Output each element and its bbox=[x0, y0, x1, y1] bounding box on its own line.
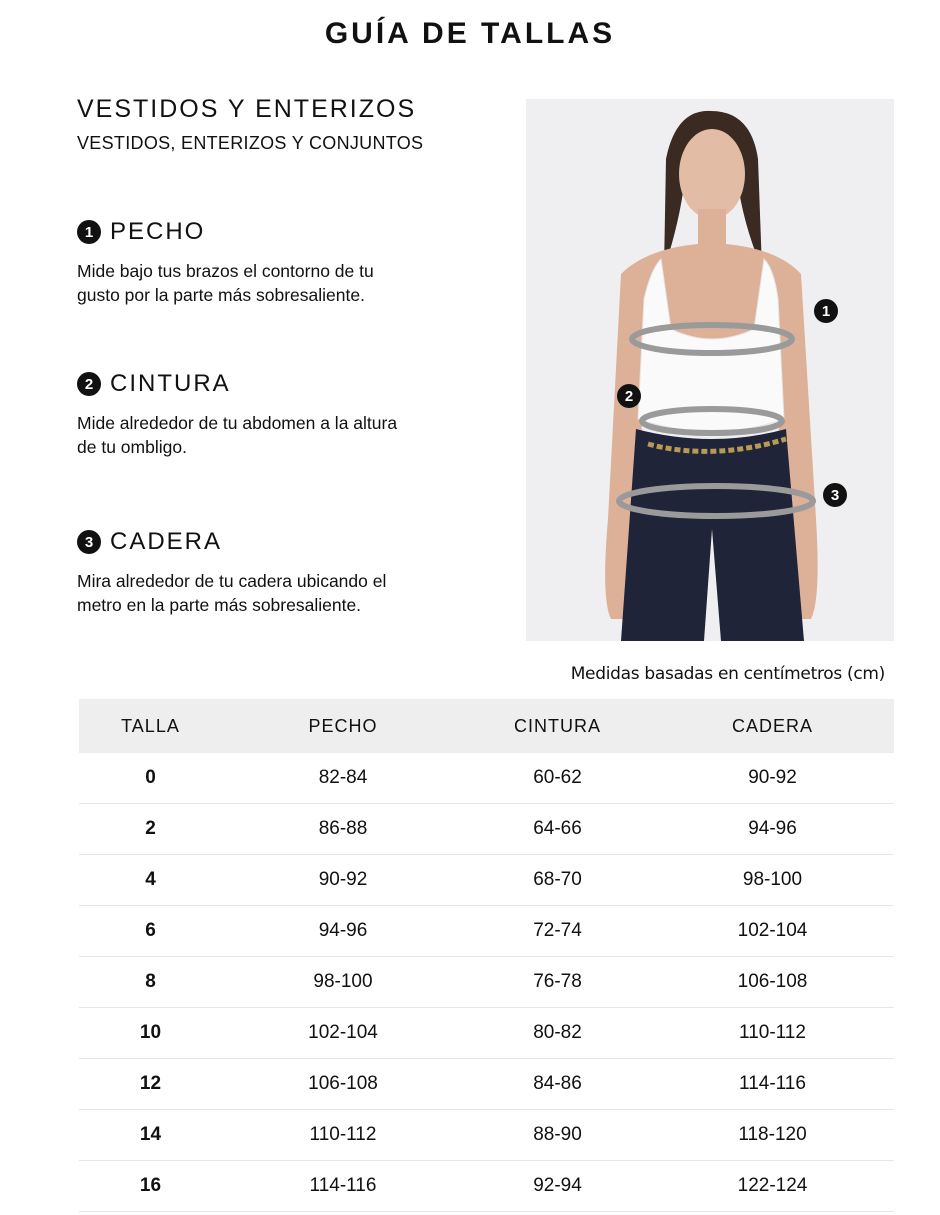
cell-talla: 12 bbox=[79, 1059, 222, 1110]
header-cintura: CINTURA bbox=[464, 699, 651, 753]
cell-talla: 14 bbox=[79, 1110, 222, 1161]
cell-cintura: 84-86 bbox=[464, 1059, 651, 1110]
cell-cintura: 60-62 bbox=[464, 753, 651, 804]
size-table bbox=[79, 699, 894, 1212]
table-row bbox=[79, 1059, 894, 1110]
cell-cadera: 114-116 bbox=[651, 1059, 894, 1110]
section-title: VESTIDOS Y ENTERIZOS bbox=[77, 95, 417, 123]
cell-pecho: 114-116 bbox=[222, 1161, 464, 1212]
cell-cadera: 98-100 bbox=[651, 855, 894, 906]
cell-talla: 2 bbox=[79, 804, 222, 855]
cell-talla: 16 bbox=[79, 1161, 222, 1212]
marker-1-icon: 1 bbox=[814, 299, 838, 323]
model-photo bbox=[526, 99, 894, 641]
cell-talla: 0 bbox=[79, 753, 222, 804]
cell-cadera: 90-92 bbox=[651, 753, 894, 804]
cell-cintura: 68-70 bbox=[464, 855, 651, 906]
header-cadera: CADERA bbox=[651, 699, 894, 753]
cell-pecho: 106-108 bbox=[222, 1059, 464, 1110]
model-illustration bbox=[526, 99, 894, 641]
cell-cadera: 110-112 bbox=[651, 1008, 894, 1059]
measure-label: CADERA bbox=[110, 528, 223, 555]
cell-cintura: 92-94 bbox=[464, 1161, 651, 1212]
number-badge: 1 bbox=[77, 220, 101, 244]
marker-3-icon: 3 bbox=[823, 483, 847, 507]
cell-cadera: 106-108 bbox=[651, 957, 894, 1008]
measure-pecho bbox=[77, 217, 407, 307]
header-talla: TALLA bbox=[79, 699, 222, 753]
table-row bbox=[79, 753, 894, 804]
table-row bbox=[79, 855, 894, 906]
page-title: GUÍA DE TALLAS bbox=[324, 17, 616, 50]
section-subtitle: VESTIDOS, ENTERIZOS Y CONJUNTOS bbox=[77, 133, 424, 153]
marker-2-icon: 2 bbox=[617, 384, 641, 408]
cell-pecho: 82-84 bbox=[222, 753, 464, 804]
cell-pecho: 90-92 bbox=[222, 855, 464, 906]
table-header-row bbox=[79, 699, 894, 753]
cell-talla: 8 bbox=[79, 957, 222, 1008]
cell-pecho: 110-112 bbox=[222, 1110, 464, 1161]
table-row bbox=[79, 906, 894, 957]
cell-pecho: 102-104 bbox=[222, 1008, 464, 1059]
cell-pecho: 86-88 bbox=[222, 804, 464, 855]
cell-cintura: 88-90 bbox=[464, 1110, 651, 1161]
measure-cintura bbox=[77, 369, 407, 459]
cell-cadera: 118-120 bbox=[651, 1110, 894, 1161]
cell-talla: 10 bbox=[79, 1008, 222, 1059]
table-row bbox=[79, 1161, 894, 1212]
cell-cintura: 72-74 bbox=[464, 906, 651, 957]
measure-description: Mira alrededor de tu cadera ubicando el metro en la parte más sobresaliente. bbox=[77, 571, 387, 615]
cell-cintura: 80-82 bbox=[464, 1008, 651, 1059]
number-badge: 3 bbox=[77, 530, 101, 554]
cell-cadera: 122-124 bbox=[651, 1161, 894, 1212]
cell-pecho: 98-100 bbox=[222, 957, 464, 1008]
table-row bbox=[79, 804, 894, 855]
table-row bbox=[79, 1110, 894, 1161]
table-row bbox=[79, 957, 894, 1008]
measure-label: CINTURA bbox=[110, 370, 231, 397]
units-note: Medidas basadas en centímetros (cm) bbox=[570, 664, 885, 684]
cell-pecho: 94-96 bbox=[222, 906, 464, 957]
measure-description: Mide alrededor de tu abdomen a la altura de tu ombligo. bbox=[77, 413, 398, 457]
table-row bbox=[79, 1008, 894, 1059]
cell-cadera: 102-104 bbox=[651, 906, 894, 957]
header-pecho: PECHO bbox=[222, 699, 464, 753]
measure-label: PECHO bbox=[110, 218, 206, 245]
measure-description: Mide bajo tus brazos el contorno de tu gusto por la parte más sobresaliente. bbox=[77, 261, 374, 305]
cell-cadera: 94-96 bbox=[651, 804, 894, 855]
number-badge: 2 bbox=[77, 372, 101, 396]
cell-talla: 4 bbox=[79, 855, 222, 906]
cell-cintura: 76-78 bbox=[464, 957, 651, 1008]
cell-talla: 6 bbox=[79, 906, 222, 957]
cell-cintura: 64-66 bbox=[464, 804, 651, 855]
measure-cadera bbox=[77, 527, 407, 617]
